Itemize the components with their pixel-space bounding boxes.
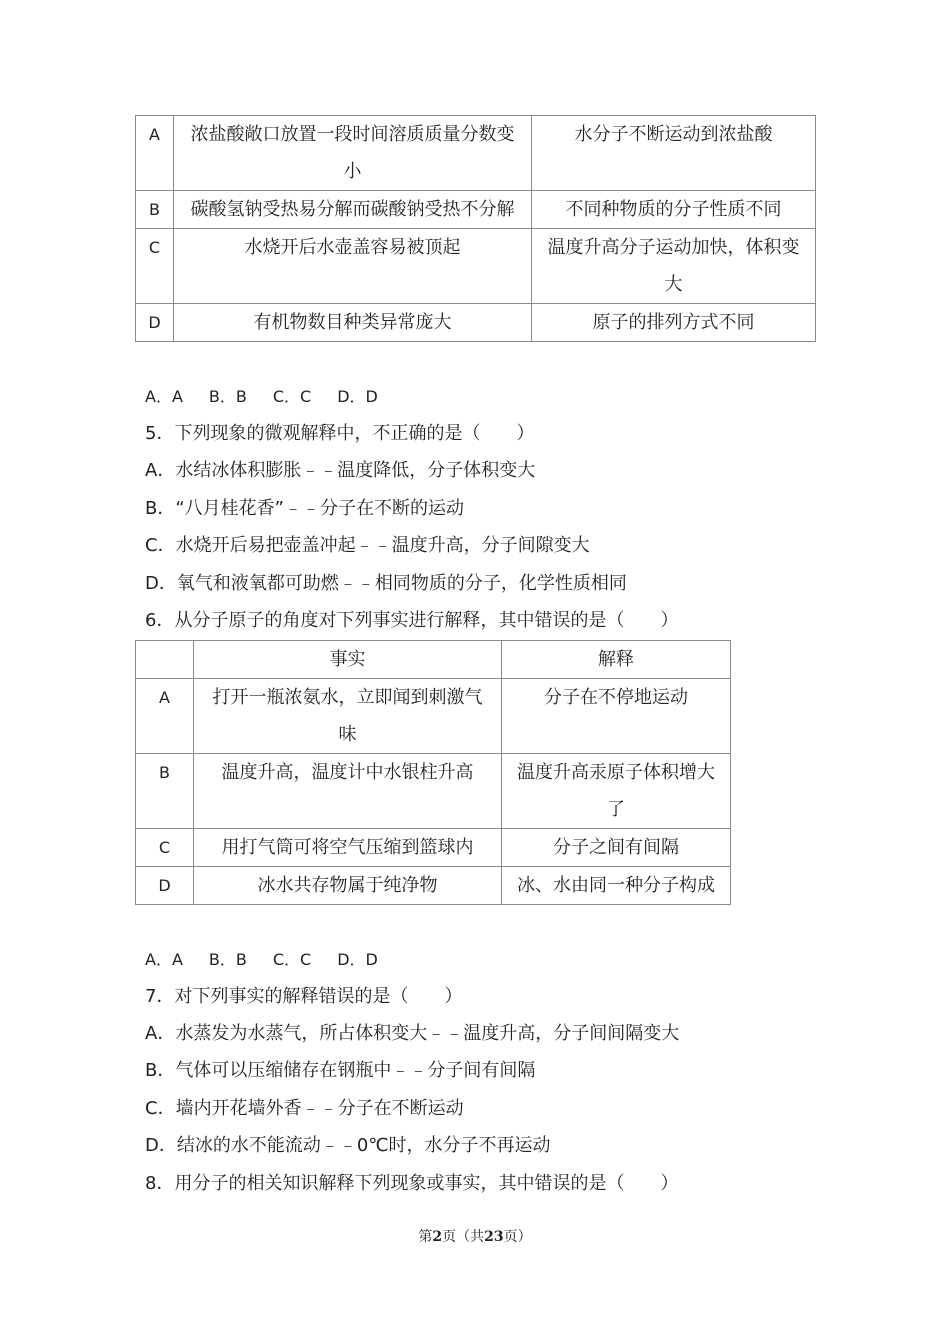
q5-choice-a[interactable]: A．水结冰体积膨胀﹣﹣温度降低，分子体积变大 bbox=[145, 460, 536, 481]
fact-cell: 打开一瓶浓氨水，立即闻到刺激气味 bbox=[194, 679, 502, 754]
explanation-cell: 水分子不断运动到浓盐酸 bbox=[532, 116, 816, 191]
footer-suffix: 页） bbox=[503, 1229, 532, 1245]
q6-table bbox=[135, 640, 731, 905]
explanation-cell: 分子在不停地运动 bbox=[502, 679, 731, 754]
page-footer bbox=[0, 1226, 950, 1246]
q5-choice-d[interactable]: D．氧气和液氧都可助燃﹣﹣相同物质的分子，化学性质相同 bbox=[145, 573, 627, 594]
row-label: D bbox=[136, 304, 174, 342]
q7-choice-b[interactable]: B．气体可以压缩储存在钢瓶中﹣﹣分子间有间隔 bbox=[145, 1060, 536, 1081]
table-row bbox=[136, 191, 816, 229]
table-row bbox=[136, 867, 731, 905]
q6-options bbox=[145, 941, 404, 978]
explanation-cell: 温度升高汞原子体积增大了 bbox=[502, 754, 731, 829]
header-explanation: 解释 bbox=[502, 641, 731, 679]
option-d[interactable]: D．D bbox=[337, 950, 378, 969]
row-label: A bbox=[136, 679, 194, 754]
explanation-cell: 分子之间有间隔 bbox=[502, 829, 731, 867]
header-fact: 事实 bbox=[194, 641, 502, 679]
option-d[interactable]: D．D bbox=[337, 387, 378, 406]
table-row bbox=[136, 229, 816, 304]
fact-cell: 有机物数目种类异常庞大 bbox=[174, 304, 532, 342]
row-label: A bbox=[136, 116, 174, 191]
fact-cell: 碳酸氢钠受热易分解而碳酸钠受热不分解 bbox=[174, 191, 532, 229]
option-c[interactable]: C．C bbox=[272, 387, 312, 406]
option-b[interactable]: B．B bbox=[208, 950, 247, 969]
q7-stem: 7．对下列事实的解释错误的是（ ） bbox=[145, 986, 463, 1007]
footer-prefix: 第 bbox=[418, 1229, 433, 1245]
footer-page-number: 2 bbox=[432, 1229, 443, 1245]
row-label: C bbox=[136, 229, 174, 304]
q5-stem: 5．下列现象的微观解释中，不正确的是（ ） bbox=[145, 423, 535, 444]
explanation-cell: 不同种物质的分子性质不同 bbox=[532, 191, 816, 229]
option-c[interactable]: C．C bbox=[272, 950, 312, 969]
fact-cell: 水烧开后水壶盖容易被顶起 bbox=[174, 229, 532, 304]
row-label: B bbox=[136, 191, 174, 229]
q5-choice-c[interactable]: C．水烧开后易把壶盖冲起﹣﹣温度升高，分子间隙变大 bbox=[145, 535, 590, 556]
option-a[interactable]: A．A bbox=[145, 387, 183, 406]
q8-stem: 8．用分子的相关知识解释下列现象或事实，其中错误的是（ ） bbox=[145, 1173, 679, 1194]
option-a[interactable]: A．A bbox=[145, 950, 183, 969]
header-label-cell bbox=[136, 641, 194, 679]
fact-cell: 用打气筒可将空气压缩到篮球内 bbox=[194, 829, 502, 867]
footer-middle: 页（共 bbox=[442, 1229, 485, 1245]
row-label: B bbox=[136, 754, 194, 829]
fact-cell: 浓盐酸敞口放置一段时间溶质质量分数变小 bbox=[174, 116, 532, 191]
q7-choice-d[interactable]: D．结冰的水不能流动﹣﹣0℃时，水分子不再运动 bbox=[145, 1135, 551, 1156]
footer-total-pages: 23 bbox=[484, 1229, 504, 1245]
table-row bbox=[136, 754, 731, 829]
table-row bbox=[136, 679, 731, 754]
q7-choice-a[interactable]: A．水蒸发为水蒸气，所占体积变大﹣﹣温度升高，分子间间隔变大 bbox=[145, 1023, 680, 1044]
q5-choice-b[interactable]: B．“八月桂花香”﹣﹣分子在不断的运动 bbox=[145, 498, 464, 519]
option-b[interactable]: B．B bbox=[208, 387, 247, 406]
row-label: C bbox=[136, 829, 194, 867]
explanation-cell: 温度升高分子运动加快，体积变大 bbox=[532, 229, 816, 304]
fact-cell: 冰水共存物属于纯净物 bbox=[194, 867, 502, 905]
table-row bbox=[136, 304, 816, 342]
explanation-cell: 原子的排列方式不同 bbox=[532, 304, 816, 342]
q7-choice-c[interactable]: C．墙内开花墙外香﹣﹣分子在不断运动 bbox=[145, 1098, 464, 1119]
q6-stem: 6．从分子原子的角度对下列事实进行解释，其中错误的是（ ） bbox=[145, 610, 679, 631]
table-row bbox=[136, 116, 816, 191]
table-row bbox=[136, 829, 731, 867]
fact-cell: 温度升高，温度计中水银柱升高 bbox=[194, 754, 502, 829]
row-label: D bbox=[136, 867, 194, 905]
q4-options bbox=[145, 378, 404, 415]
q4-table bbox=[135, 115, 816, 342]
table-header-row bbox=[136, 641, 731, 679]
explanation-cell: 冰、水由同一种分子构成 bbox=[502, 867, 731, 905]
